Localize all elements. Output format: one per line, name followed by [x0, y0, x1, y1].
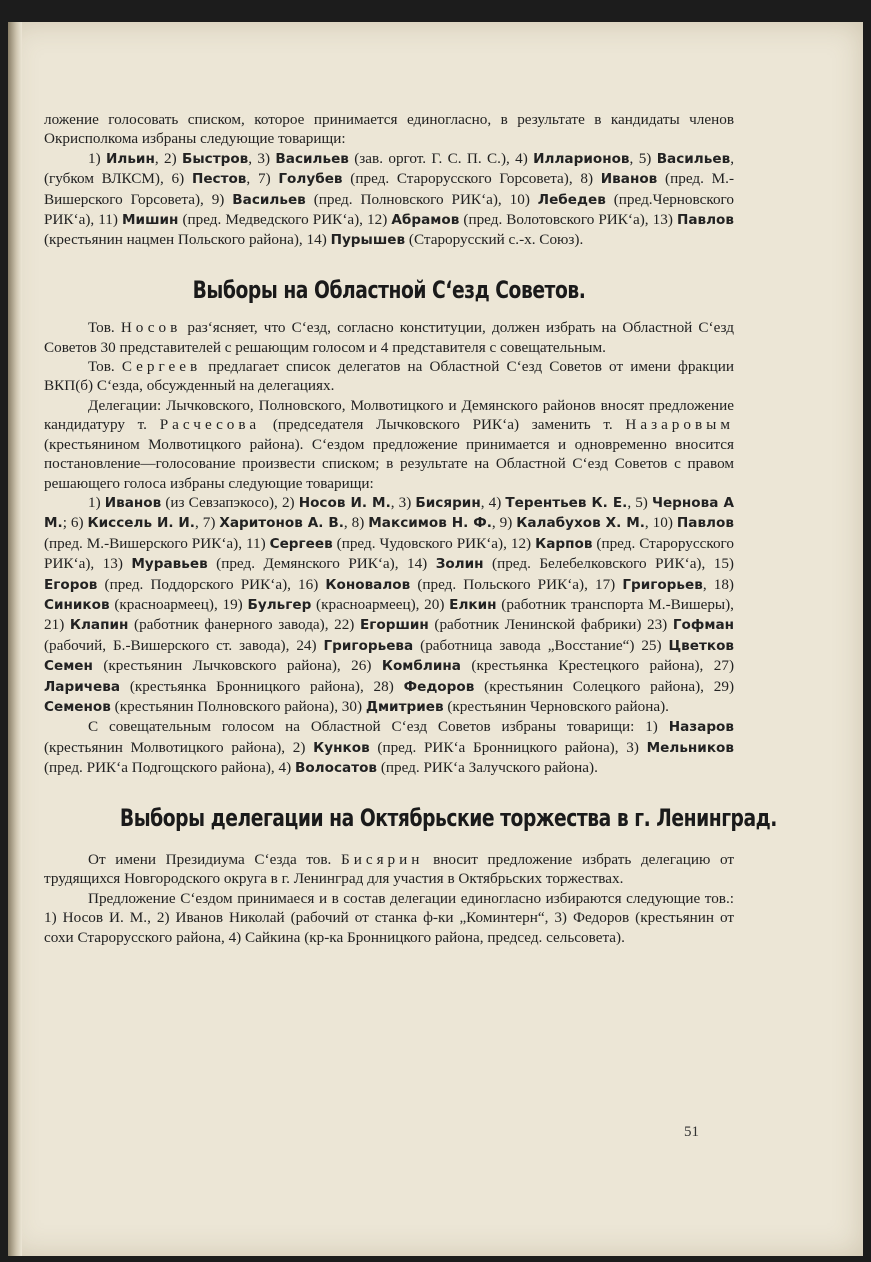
person-description: (крестьянка Крестецкого района), 27) [460, 657, 734, 675]
person-description: (пред. Демянского РИК‘а), 14) [207, 555, 436, 573]
text: Тов. [88, 358, 122, 376]
person-name: Абрамов [391, 212, 460, 229]
text: От имени Президиума С‘езда тов. [88, 851, 341, 868]
text: (крестьянином Молвотицкого района). С‘ездом предложение принимается и одновременно вносится постановление—голосование произвести списком; в результате на Областной С‘езд Советов с правом решающего голоса избраны следующие товарищи: [44, 435, 734, 492]
person-description: (работник Ленинской фабрики) 23) [428, 616, 673, 634]
intro-text: ложение голосовать списком, которое принимается единогласно, в результате в кандидаты членов Окрисполкома избраны следующие товарищи: [44, 111, 734, 148]
person-name: Калабухов Х. М. [516, 515, 645, 532]
person-description: (работник транспорта М.-Вишеры), 21) [44, 595, 734, 634]
person-description: , 7) [246, 170, 279, 188]
text: (председателя Лычковского РИК‘а) заменить т. [260, 416, 626, 434]
person-name: Харитонов А. В. [219, 515, 344, 532]
person-description: (рабочий, Б.-Вишерского ст. завода), 24) [44, 636, 324, 654]
person-description: (крестьянин Лычковского района), 26) [92, 657, 382, 675]
person-name: Коновалов [325, 576, 411, 593]
person-name: Сиников [44, 596, 110, 613]
sergeev-paragraph [44, 357, 734, 396]
text: Делегации: Лычковского, Полновского, Молвотицкого и Демянского районов вносят предложение кандидатуру т. [44, 396, 734, 434]
book-spine [8, 22, 22, 1256]
person-description: (работник фанерного завода), 22) [128, 616, 360, 634]
person-name: Васильев [656, 150, 731, 167]
page-content [44, 110, 777, 947]
list-number: 1) [88, 149, 106, 167]
person-name: Мишин [122, 212, 179, 229]
person-name: Бисярин [415, 494, 481, 511]
person-name: Ларичева [44, 678, 121, 695]
person-name: Иванов [104, 494, 162, 511]
person-description: ; 6) [62, 514, 88, 532]
person-name: Пурышев [330, 232, 406, 249]
page-number: 51 [684, 1124, 699, 1140]
person-description: (красноармеец), 20) [311, 595, 450, 613]
text: раз‘ясняет, что С‘езд, согласно конституции, должен избрать на Областной С‘езд Советов 30 представителей с решающим голосом и 4 представителя с совещательным. [44, 319, 734, 356]
person-description: (пред. РИК‘а Бронницкого района), 3) [369, 738, 647, 756]
person-name: Васильев [275, 150, 349, 167]
person-name: Муравьев [131, 556, 208, 573]
person-name: Максимов Н. Ф. [368, 515, 492, 532]
person-name: Егоршин [359, 617, 429, 634]
person-description: (пред. Полновского РИК‘а), 10) [305, 190, 538, 208]
text: Тов. [88, 319, 121, 337]
person-name: Комблина [381, 658, 461, 675]
person-name: Бульгер [247, 596, 312, 613]
person-name: Павлов [676, 212, 735, 229]
person-name: Голубев [278, 171, 343, 188]
spaced-name: Сергеев [121, 358, 202, 376]
person-name: Егоров [44, 576, 98, 593]
person-name: Григорьев [622, 576, 703, 593]
delegations-paragraph [44, 396, 734, 493]
section-title-october-delegation: Выборы делегации на Октябрьские торжества в г. Ленинград. [119, 803, 777, 832]
text: предлагает список делегатов на Областной С‘езд Советов от имени фракции ВКП(б) С‘езда, обсужденный на делегациях. [44, 358, 734, 395]
person-description: (зав. оргот. Г. С. П. С.), 4) [348, 149, 534, 167]
person-name: Чернова А М. [44, 494, 734, 532]
person-name: Карпов [535, 535, 593, 552]
person-description: , 10) [644, 514, 677, 532]
person-description: (пред. М.-Вишерского РИК‘а), 11) [44, 534, 270, 552]
advisory-delegates-paragraph [44, 717, 734, 778]
person-description: (пред. Поддорского РИК‘а), 16) [97, 575, 326, 593]
person-name: Васильев [232, 191, 306, 208]
person-name: Носов И. М. [298, 494, 391, 511]
spaced-name: Носов [120, 319, 182, 337]
intro-paragraph [44, 110, 734, 149]
person-name: Назаров [668, 719, 734, 736]
spaced-name: Расчесова [159, 416, 261, 434]
text: Предложение С‘ездом принимаеся и в состав делегации единогласно избираются следующие тов.: 1) Носов И. М., 2) Иванов Николай (рабочий от станка ф-ки „Коминтерн“, 3) Федоров (крестьянин от сохи Старорусского района, 4) Сайкина (кр-ка Бронницкого района, председ. сельсовета). [44, 889, 734, 946]
person-name: Пестов [191, 171, 247, 188]
person-name: Быстров [182, 150, 249, 167]
candidates-list [44, 149, 734, 251]
person-name: Золин [435, 556, 484, 573]
person-description: , 5) [627, 493, 652, 511]
person-description: (пред. Старорусского РИК‘а), 13) [44, 534, 734, 573]
person-name: Иванов [600, 171, 658, 188]
person-description: (крестьянин Полновского района), 30) [110, 697, 366, 715]
person-description: , 3) [248, 149, 276, 167]
person-description: (пред. М.-Вишерского Горсовета), 9) [44, 170, 735, 208]
person-description: , 9) [491, 514, 517, 532]
person-description: , 7) [194, 514, 220, 532]
person-description: , (губком ВЛКСМ), 6) [44, 149, 734, 188]
person-description: (красноармеец), 19) [109, 595, 248, 613]
spaced-name: Назаровым [625, 416, 734, 434]
person-name: Федоров [403, 678, 475, 695]
person-description: (пред.Черновского РИК‘а), 11) [44, 190, 734, 229]
person-description: , 3) [390, 493, 416, 511]
person-description: (из Севзапэкосо), 2) [161, 493, 299, 511]
person-name: Киссель И. И. [87, 515, 195, 532]
person-description: (Старорусский с.-х. Союз). [405, 231, 584, 249]
person-description: , 5) [629, 149, 657, 167]
person-name: Григорьева [323, 637, 414, 654]
person-name: Елкин [449, 596, 497, 613]
person-description: (пред. Польского РИК‘а), 17) [410, 575, 623, 593]
person-name: Семенов [44, 698, 111, 715]
person-name: Мельников [646, 739, 734, 756]
delegates-list [44, 493, 734, 717]
nosov-paragraph [44, 318, 734, 357]
person-name: Кунков [313, 739, 370, 756]
person-name: Сергеев [269, 535, 333, 552]
person-description: (пред. РИК‘а Залучского района). [377, 759, 598, 777]
person-description: (крестьянин Черновского района). [443, 697, 669, 715]
person-name: Дмитриев [365, 698, 444, 715]
person-description: (крестьянка Бронницкого района), 28) [120, 677, 404, 695]
person-name: Терентьев К. Е. [505, 494, 628, 511]
text: С совещательным голосом на Областной С‘езд Советов избраны товарищи: 1) [88, 718, 669, 736]
person-description: , 8) [343, 514, 369, 532]
person-description: , 2) [154, 149, 182, 167]
person-description: (пред. Волотовского РИК‘а), 13) [459, 211, 677, 229]
person-description: (крестьянин Молвотицкого района), 2) [44, 738, 314, 756]
spaced-name: Бисярин [340, 851, 424, 868]
person-name: Гофман [672, 617, 735, 634]
person-description: (пред. Белебелковского РИК‘а), 15) [483, 555, 734, 573]
person-description: (крестьянин нацмен Польского района), 14) [44, 231, 331, 249]
text: вносит предложение избрать делегацию от трудящихся Новгородского округа в г. Ленинград для участия в Октябрьских торжествах. [44, 851, 734, 888]
person-description: (крестьянин Солецкого района), 29) [474, 677, 735, 695]
section-title-regional-congress: Выборы на Областной С‘езд Советов. [192, 275, 586, 304]
person-description: (работница завода „Восстание“) 25) [413, 636, 669, 654]
person-name: Илларионов [533, 150, 630, 167]
person-name: Лебедев [537, 191, 606, 208]
person-description: (пред. Чудовского РИК‘а), 12) [332, 534, 536, 552]
person-name: Цветков Семен [44, 637, 735, 675]
delegation-members-paragraph [44, 889, 734, 947]
person-name: Ильин [106, 150, 155, 167]
person-description: , 4) [480, 493, 506, 511]
person-description: , 18) [702, 575, 734, 593]
person-name: Клапин [69, 617, 129, 634]
list-number: 1) [88, 493, 105, 511]
person-name: Павлов [676, 515, 734, 532]
person-description: (пред. РИК‘а Подгощского района), 4) [44, 759, 295, 777]
person-name: Волосатов [294, 760, 378, 777]
person-description: (пред. Медведского РИК‘а), 12) [178, 211, 392, 229]
presidium-paragraph [44, 850, 734, 889]
document-page [8, 22, 863, 1256]
person-description: (пред. Старорусского Горсовета), 8) [342, 170, 601, 188]
